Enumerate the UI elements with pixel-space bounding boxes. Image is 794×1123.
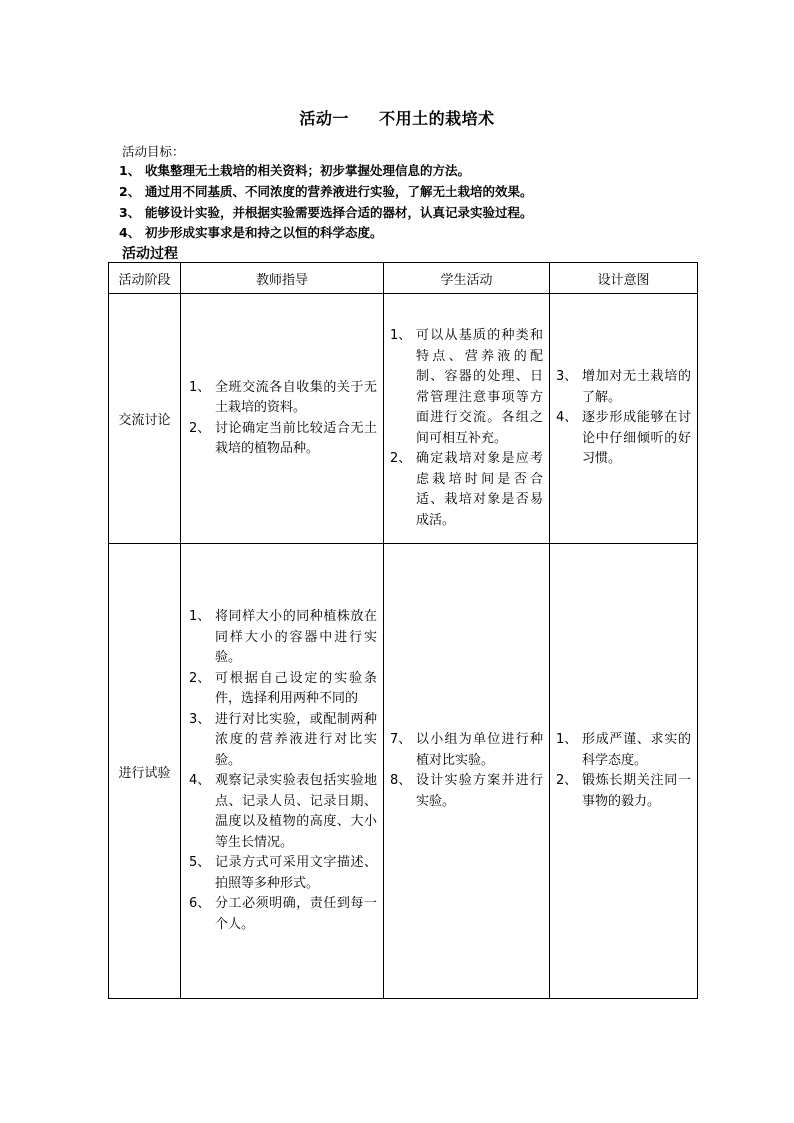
activity-table	[108, 262, 698, 999]
student-cell	[384, 294, 550, 544]
list-item: 6、 分工必须明确，责任到每一个人。	[189, 896, 377, 932]
list-item: 2、 确定栽培对象是应考虑栽培时间是否合适、栽培对象是否易成活。	[390, 451, 543, 528]
goal-number: 1、	[119, 163, 141, 178]
header-intent: 设计意图	[550, 263, 698, 294]
goal-number: 2、	[119, 184, 141, 199]
header-teacher: 教师指导	[181, 263, 384, 294]
goal-item	[119, 223, 383, 241]
list-item: 1、 全班交流各自收集的关于无土栽培的资料。	[189, 379, 377, 415]
list-item: 2、 讨论确定当前比较适合无土栽培的植物品种。	[189, 420, 377, 456]
list-item: 4、 观察记录实验表包括实验地点、记录人员、记录日期、温度以及植物的高度、大小等生长情况。	[189, 773, 377, 850]
goal-item	[119, 182, 533, 200]
goal-text: 通过用不同基质、不同浓度的营养液进行实验，了解无土栽培的效果。	[145, 184, 533, 199]
table-header-row	[109, 263, 698, 294]
goal-text: 能够设计实验，并根据实验需要选择合适的器材，认真记录实验过程。	[145, 205, 533, 220]
teacher-cell	[181, 294, 384, 544]
list-item: 5、 记录方式可采用文字描述、拍照等多种形式。	[189, 855, 377, 891]
list-item: 2、 锻炼长期关注同一事物的毅力。	[556, 773, 691, 809]
goal-item	[119, 161, 470, 179]
goal-number: 4、	[119, 225, 141, 240]
process-label: 活动过程	[122, 246, 178, 262]
goal-text: 收集整理无土栽培的相关资料；初步掌握处理信息的方法。	[145, 163, 471, 178]
goal-text: 初步形成实事求是和持之以恒的科学态度。	[145, 225, 383, 240]
list-item: 4、 逐步形成能够在讨论中仔细倾听的好习惯。	[556, 410, 691, 467]
list-item: 3、 增加对无土栽培的了解。	[556, 369, 691, 405]
stage-cell: 交流讨论	[109, 294, 181, 544]
table-row	[109, 544, 698, 999]
list-item: 1、 可以从基质的种类和特点、营养液的配制、容器的处理、日常管理注意事项等方面进行交流。各组之间可相互补充。	[390, 328, 543, 446]
list-item: 1、 将同样大小的同种植株放在同样大小的容器中进行实验。	[189, 609, 377, 665]
stage-cell: 进行试验	[109, 544, 181, 999]
header-stage: 活动阶段	[109, 263, 181, 294]
list-item: 7、 以小组为单位进行种植对比实验。	[390, 732, 543, 768]
goals-label: 活动目标：	[122, 144, 185, 159]
header-student: 学生活动	[384, 263, 550, 294]
table-row	[109, 294, 698, 544]
teacher-cell	[181, 544, 384, 999]
list-item: 8、 设计实验方案并进行实验。	[390, 773, 543, 809]
goal-item	[119, 203, 533, 221]
list-item: 3、 进行对比实验，或配制两种浓度的营养液进行对比实验。	[189, 711, 377, 768]
list-item: 2、 可根据自己设定的实验条件，选择利用两种不同的	[189, 670, 377, 706]
goal-number: 3、	[119, 205, 141, 220]
list-item: 1、 形成严谨、求实的科学态度。	[556, 732, 691, 768]
intent-cell	[550, 294, 698, 544]
intent-cell	[550, 544, 698, 999]
page-title: 活动一 不用土的栽培术	[299, 109, 495, 128]
student-cell	[384, 544, 550, 999]
